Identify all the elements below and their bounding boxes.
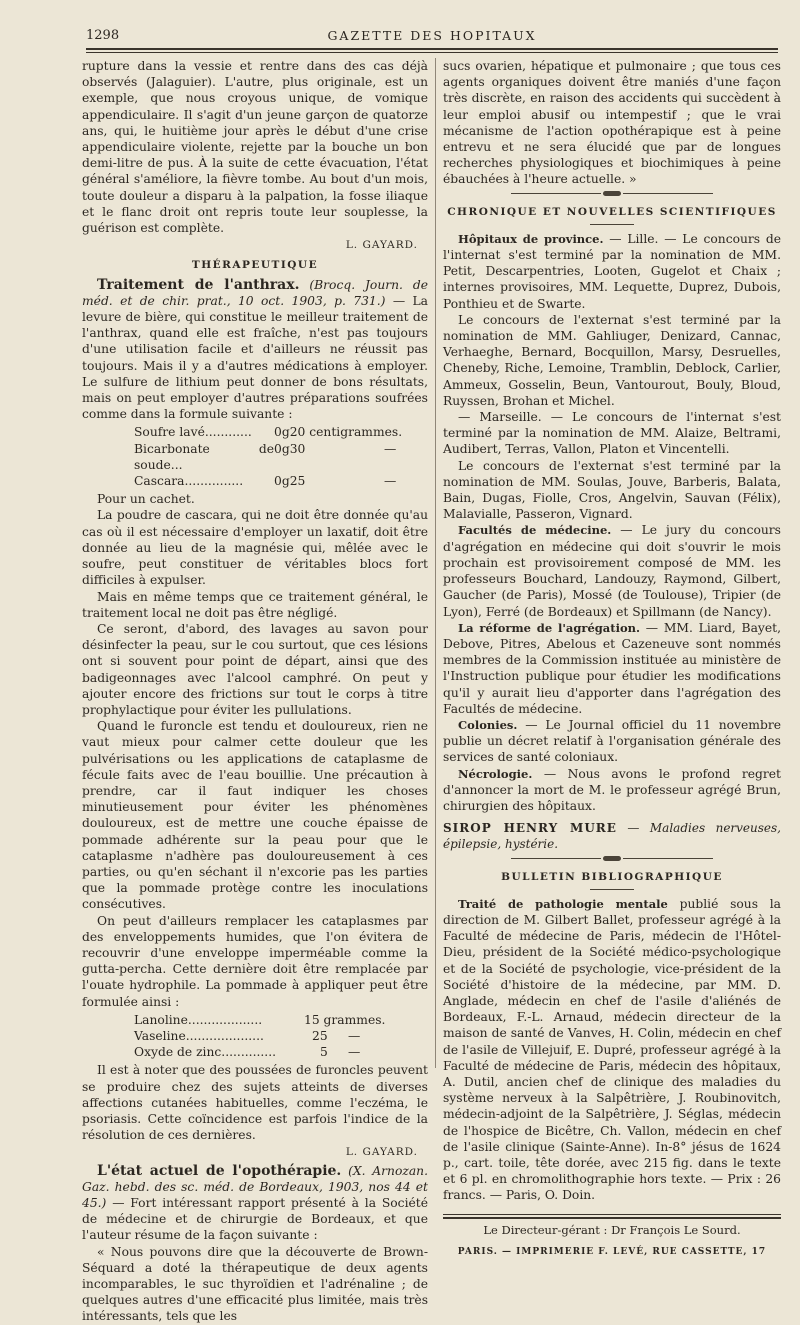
article-reference: (X. Arnozan. Gaz. hebd. des sc. méd. de Bordeaux, 1903, nos 44 et 45.) (82, 1163, 428, 1211)
paragraph: Pour un cachet. (97, 492, 195, 507)
news-necrologie (443, 766, 781, 815)
biblio-entry (443, 896, 781, 1204)
paragraph: « Nous pouvons dire que la découverte de Brown-Séquard a doté la thérapeutique de deux agents incomparables, le suc thyroïdien et l'adrénaline ; de quelques autres d'une efficacité plus limitée, mais très intéressants, tels que les (82, 1244, 428, 1324)
header-rule (86, 48, 778, 50)
paragraph: Le concours de l'externat s'est terminé par la nomination de MM. Soulas, Jouve, Barberis, Balata, Bain, Dugas, Fiolle, Cros, Angelvin, Sauvan (Félix), Malavialle, Passeron, Vignard. (443, 458, 781, 522)
news-facultes (443, 522, 781, 619)
formula-row: Soufre lavé............ 0g20 centigrammes. (134, 425, 403, 440)
paragraph: — La levure de bière, qui constitue le meilleur traitement de l'anthrax, quand elle est fraîche, n'est pas toujours d'une utilisation facile et d'ailleurs ne réussit pas toujours. Mais il y a d'autres médications à employer. Le sulfure de lithium peut donner de bons résultats, mais on peut employer d'autres préparations soufrées comme dans la formule suivante : (82, 293, 428, 422)
sirop-name: SIROP HENRY MURE (443, 821, 617, 836)
journal-title: GAZETTE DES HOPITAUX (327, 28, 537, 43)
column-divider (435, 58, 436, 1068)
short-rule (590, 889, 634, 890)
paragraph: — Lille. — Le concours de l'internat s'est terminé par la nomination de MM. Petit, Descarpentries, Looten, Gugelot et Chaix ; internes provisoires, MM. Lequette, Duprez, Dubois, Ponthieu et de Swarte. (443, 231, 781, 311)
formula-row: Cascara............... 0g25 — (134, 474, 397, 489)
sirop-text: — Maladies nerveuses, épilepsie, hystérie. (443, 821, 781, 852)
article-opotherapie (82, 1163, 428, 1244)
printer-line: PARIS. — IMPRIMERIE F. LEVÉ, RUE CASSETTE, 17 (457, 1246, 767, 1257)
paragraph: — Le Journal officiel du 11 novembre publie un décret relatif à l'organisation générale des services de santé coloniaux. (443, 717, 781, 765)
paragraph: publié sous la direction de M. Gilbert Ballet, professeur agrégé à la Faculté de médecine de Paris, médecin de l'Hôtel-Dieu, président de la Société médico-psychologique et de la Société de psychologie, vice-président de la Société d'histoire de la médecine, par MM. D. Anglade, médecin en chef de l'asile d'aliénés de Bordeaux, F.-L. Arnaud, médecin directeur de la maison de santé de Vanves, H. Colin, médecin en chef de l'asile de Villejuif, E. Dupré, professeur agrégé à la Faculté de médecine de Paris, médecin des hôpitaux, A. Dutil, ancien chef de clinique des maladies du système nerveux à la Salpêtrière, J. Roubinovitch, médecin-adjoint de la Salpêtrière, J. Séglas, médecin de l'hospice de Bicêtre, Ch. Vallon, médecin en chef de l'asile clinique (Sainte-Anne). In-8° jésus de 1624 p., cart. toile, tête dorée, avec 215 fig. dans le texte et 6 pl. en chromolithographie hors texte. — Prix : 26 francs. — Paris, O. Doin. (443, 896, 781, 1203)
paragraph: sucs ovarien, hépatique et pulmonaire ; que tous ces agents organiques doivent être maniés d'une façon très discrète, en raison des accidents qui succèdent à leur emploi abusif ou intempestif ; que le vrai mécanisme de l'action opothérapique est à peine entrevu et ne sera élucidé que par de longues recherches physiologiques et biochimiques à peine ébauchées à l'heure actuelle. » (443, 59, 781, 187)
footer-rule-thick (443, 1217, 781, 1219)
header-rule-thin (86, 52, 778, 53)
paragraph: Il est à noter que des poussées de furoncles peuvent se produire chez des sujets atteints de diverses affections cutanées habituelles, comme l'eczéma, le psoriasis. Cette coïncidence est parfois l'indice de la résolution de ces dernières. (82, 1063, 428, 1143)
paragraph: — Marseille. — Le concours de l'internat s'est terminé par la nomination de MM. Alaize, Beltrami, Audibert, Terras, Vallon, Platon et Vincentelli. (443, 410, 781, 457)
short-rule (590, 224, 634, 225)
formula-row: Bicarbonate de soude... 0g30 — (134, 441, 397, 472)
right-column (443, 58, 781, 1260)
paragraph: On peut d'ailleurs remplacer les cataplasmes par des enveloppements humides, que l'on évitera de recouvrir d'une enveloppe imperméable comme la gutta-percha. Cette dernière doit être remplacée par l'ouate hydrophile. La pommade à appliquer peut être formulée ainsi : (82, 913, 428, 1009)
section-heading: BULLETIN BIBLIOGRAPHIQUE (501, 870, 723, 883)
biblio-title: Traité de pathologie mentale (458, 896, 668, 911)
news-title: La réforme de l'agrégation. (458, 620, 640, 635)
news-title: Hôpitaux de province. (458, 231, 604, 246)
formula-row: Lanoline................... 15 grammes. (134, 1012, 386, 1027)
news-title: Facultés de médecine. (458, 523, 612, 538)
paragraph: — Nous avons le profond regret d'annoncer la mort de M. le professeur agrégé Brun, chirurgien des hôpitaux. (443, 766, 781, 813)
formula-row: Oxyde de zinc.............. 5 — (134, 1045, 361, 1060)
ornamental-rule (443, 856, 781, 861)
article-title: L'état actuel de l'opothérapie. (97, 1162, 342, 1179)
section-heading: CHRONIQUE ET NOUVELLES SCIENTIFIQUES (447, 205, 777, 218)
author-signature: L. GAYARD. (345, 1146, 418, 1159)
news-colonies (443, 717, 781, 766)
paragraph: Le concours de l'externat s'est terminé par la nomination de MM. Gahliuger, Denizard, Cannac, Verhaeghe, Bernard, Bocquillon, Marsy, Desruelles, Cheneby, Riche, Lemoine, Tramblin, Deblock, Carlier, Ammeux, Gosselin, Beun, Vantourout, Bouly, Bloud, Ruyssen, Brohan et Michel. (443, 312, 781, 408)
left-column (82, 58, 428, 1325)
article-anthrax (82, 277, 428, 423)
paragraph: — Fort intéressant rapport présenté à la Société de médecine et de chirurgie de Bordeaux, et que l'auteur résume de la façon suivante : (82, 1196, 428, 1243)
paragraph: La poudre de cascara, qui ne doit être donnée qu'au cas où il est nécessaire d'employer un laxatif, doit être donnée au lieu de la magnésie qui, mêlée avec le soufre, peut constituer de véritables blocs fort difficiles à expulser. (82, 508, 428, 588)
formula-row: Vaseline.................... 25 — (134, 1028, 361, 1043)
paragraph: — Le jury du concours d'agrégation en médecine qui doit s'ouvrir le mois prochain est provisoirement composé de MM. les professeurs Bouchard, Landouzy, Raymond, Gilbert, Gaucher (de Paris), Mossé (de Toulouse), Tripier (de Lyon), Ferré (de Bordeaux) et Spillmann (de Nancy). (443, 523, 781, 619)
paragraph: — MM. Liard, Bayet, Debove, Pitres, Abelous et Cazeneuve sont nommés membres de la Commission instituée au ministère de l'Instruction publique pour étudier les modifications qu'il y aurait lieu d'apporter dans l'agrégation des Facultés de médecine. (443, 620, 781, 716)
news-reforme (443, 620, 781, 717)
paragraph: rupture dans la vessie et rentre dans des cas déjà observés (Jalaguier). L'autre, plus originale, est un exemple, que nous croyous unique, de vomique appendiculaire. Il s'agit d'un jeune garçon de quatorze ans, qui, le huitième jour après le début d'une crise appendiculaire violente, rejette par la bouche un bon demi-litre de pus. À la suite de cette évacuation, l'état général s'améliore, la fièvre tombe. Au bout d'un mois, toute douleur a disparu à la palpation, la fosse iliaque et le flanc droit ont repris toute leur souplesse, la guérison est complète. (82, 59, 428, 236)
formula-2 (82, 1012, 428, 1061)
footer-rule (443, 1214, 781, 1215)
article-title: Traitement de l'anthrax. (97, 276, 300, 293)
formula-1 (82, 424, 428, 489)
section-heading: THÉRAPEUTIQUE (191, 259, 319, 272)
page-header (86, 28, 778, 48)
news-title: Colonies. (458, 717, 518, 732)
paragraph: Ce seront, d'abord, des lavages au savon pour désinfecter la peau, sur le cou surtout, que ces lésions ont si souvent pour point de départ, ainsi que des badigeonnages avec l'alcool camphré. On peut y ajouter encore des frictions sur tout le corps à titre prophylactique pour éviter les pullulations. (82, 621, 428, 717)
article-reference: (Brocq. Journ. de méd. et de chir. prat., 10 oct. 1903, p. 731.) (82, 277, 428, 308)
news-title: Nécrologie. (458, 766, 533, 781)
ornamental-rule (443, 191, 781, 196)
paragraph: Quand le furoncle est tendu et douloureux, rien ne vaut mieux pour calmer cette douleur que les pulvérisations ou les applications de cataplasme de fécule faits avec de l'eau bouillie. Une précaution à prendre, car il faut indiquer les choses minutieusement pour éviter les phénomènes douloureux, est de mettre une couche épaisse de pommade adhérente sur la peau pour que le cataplasme n'adhère pas douloureusement à ces parties, ou qu'en séchant il n'excorie pas les parties que la pommade protège contre les inoculations consécutives. (82, 719, 428, 912)
paragraph: Mais en même temps que ce traitement général, le traitement local ne doit pas être négligé. (82, 589, 428, 620)
news-hopitaux (443, 231, 781, 312)
directeur-gerant: Le Directeur-gérant : Dr François Le Sourd. (483, 1222, 741, 1237)
sirop-advert (443, 820, 781, 852)
page-number: 1298 (86, 28, 120, 43)
author-signature: L. GAYARD. (345, 239, 418, 252)
